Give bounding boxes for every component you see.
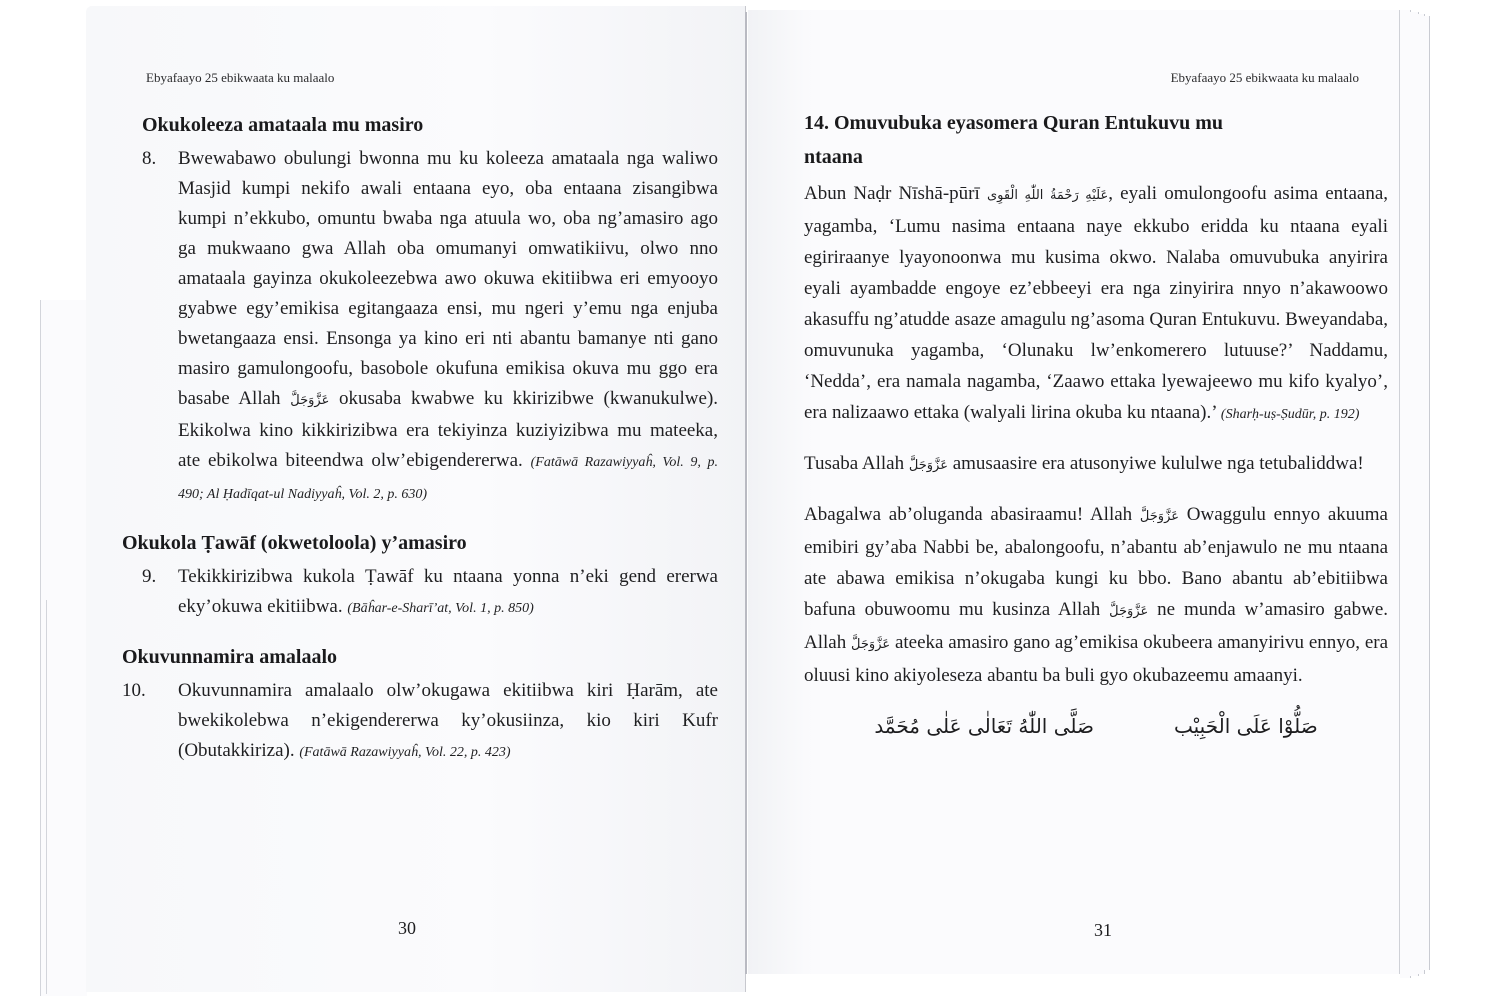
honorific: عَزَّوَجَلَّ bbox=[1109, 604, 1149, 619]
honorific: عَزَّوَجَلَّ bbox=[290, 393, 330, 408]
story-heading: 14. Omuvubuka eyasomera Quran Entukuvu mu ntaana bbox=[804, 112, 1223, 168]
item-number: 9. bbox=[142, 566, 157, 587]
honorific: عَلَيْهِ رَحْمَةُ اللّٰهِ الْقَوِی bbox=[986, 188, 1109, 203]
page-number: 31 bbox=[1094, 920, 1112, 940]
citation: (Fatāwā Razawiyyaĥ, Vol. 22, p. 423) bbox=[299, 745, 511, 760]
citation: (Sharḥ-uṣ-Ṣudūr, p. 192) bbox=[1220, 407, 1360, 422]
left-page bbox=[86, 6, 746, 992]
list-item bbox=[122, 562, 718, 624]
book-gutter bbox=[745, 12, 747, 974]
honorific: عَزَّوَجَلَّ bbox=[908, 458, 948, 473]
item-number: 10. bbox=[122, 680, 146, 701]
item-text: Bwewabawo obulungi bwonna mu ku koleeza amataala nga waliwo Masjid kumpi nekifo awali entaana eyo, oba entaana zisangibwa kumpi n’ekkubo, omuntu bwaba nga atuula wo, oba ng’amasiro ago ga mukwaano gwa Allah oba omumanyi omwatikiivu, olwo nno amataala gayinza okukoleezebwa awo okuwa ekitiibwa eri emyooyo gyabwe egy’emikisa egitangaaza ensi, mu ngeri y’emu nga enjuba bwetangaaza ensi. Ensonga ya kino eri nti abantu bamanye nti gano masiro gamulongoofu, basobole okufuna emikisa okuva mu ggo era basabe Allah عَزَّوَجَلَّ okusaba kwabwe ku kkirizibwe (kwanukulwe). Ekikolwa kino kikkirizibwa era tekiyinza kuziyizibwa mu mateeka, ate ebikolwa biteendwa olw’ebigendererwa. (Fatāwā Razawiyyaĥ, Vol. 9, p. 490; Al Ḥadīqat-ul Nadiyyaĥ, Vol. 2, p. 630) bbox=[178, 148, 719, 502]
right-text-column bbox=[804, 106, 1388, 743]
page-number: 30 bbox=[398, 918, 416, 938]
citation: (Bāĥar-e-Sharī’at, Vol. 1, p. 850) bbox=[347, 601, 534, 616]
list-item bbox=[122, 144, 718, 510]
item-text: Okuvunnamira amalaalo olw’okugawa ekitiibwa kiri Ḥarām, ate bwekikolebwa n’ekigendererwa ky’okusiinza, kio kiri Kufr (Obutakkiriza). (Fatāwā Razawiyyaĥ, Vol. 22, p. 423) bbox=[178, 680, 718, 761]
left-text-column bbox=[122, 110, 718, 786]
closing-paragraph: Abagalwa ab’oluganda abasiraamu! Allah عَزَّوَجَلَّ Owaggulu ennyo akuuma emibiri gy’aba Nabbi be, abalongoofu, n’abantu ab’enjawulo ne mu ntaana ate abawa emikisa n’okugaba kungi ku bbo. Bano abantu ab’ebitiibwa bafuna obuwoomu mu kusinza Allah عَزَّوَجَلَّ ne munda w’amasiro gabwe. Allah عَزَّوَجَلَّ ateeka amasiro gano ag’emikisa okubeera amanyirivu ennyo, era oluusi kino akiyoleseza abantu ba buli gyo okubazeemu amaanyi. bbox=[804, 504, 1389, 686]
salawat-right: صَلَّى اللّٰهُ تَعَالٰى عَلٰى مُحَمَّد bbox=[874, 714, 1094, 738]
running-head: Ebyafaayo 25 ebikwaata ku malaalo bbox=[146, 70, 335, 85]
section-heading: Okukoleeza amataala mu masiro bbox=[142, 114, 424, 136]
right-page bbox=[748, 10, 1400, 974]
citation: (Fatāwā Razawiyyaĥ, Vol. 9, p. 490; Al Ḥadīqat-ul Nadiyyaĥ, Vol. 2, p. 630) bbox=[178, 455, 718, 502]
salawat-left: صَلُّوْا عَلَى الْحَبِيْب bbox=[1174, 714, 1318, 738]
honorific: عَزَّوَجَلَّ bbox=[851, 637, 891, 652]
item-text: Tekikkirizibwa kukola Ṭawāf ku ntaana yonna n’eki gend ererwa eky’okuwa ekitiibwa. (Bāĥar-e-Sharī’at, Vol. 1, p. 850) bbox=[178, 566, 718, 617]
section-heading: Okuvunnamira amalaalo bbox=[122, 646, 338, 668]
section-heading: Okukola Ṭawāf (okwetoloola) y’amasiro bbox=[122, 532, 467, 554]
running-head: Ebyafaayo 25 ebikwaata ku malaalo bbox=[1170, 70, 1359, 85]
salawat-row bbox=[804, 709, 1388, 743]
prayer-paragraph: Tusaba Allah عَزَّوَجَلَّ amusaasire era atusonyiwe kululwe nga tetubaliddwa! bbox=[804, 453, 1364, 474]
honorific: عَزَّوَجَلَّ bbox=[1139, 509, 1180, 524]
story-paragraph: Abun Naḍr Nīshā-pūrī عَلَيْهِ رَحْمَةُ اللّٰهِ الْقَوِی, eyali omulongoofu asima entaana, yagamba, ‘Lumu nasima entaana naye ekkubo eridda ku ntaana eyali egiriraanye lyayonoonwa mu kusima okwo. Nalaba omuvubuka anyirira eyali ayambadde engoye ez’ebbeeyi era nga zinyirira nnyo n’akawoowo akasuffu ng’atudde asaze amagulu ng’asoma Quran Entukuvu. Bweyandaba, omuvunuka yagamba, ‘Olunaku lw’enkomerero lutuuse?’ Naddamu, ‘Nedda’, era namala nagamba, ‘Zaawo ettaka lyewajeewo mu kifo kyalyo’, era nalizaawo ettaka (walyali lirina okuba ku ntaana).’ (Sharḥ-uṣ-Ṣudūr, p. 192) bbox=[804, 183, 1389, 423]
page-edge bbox=[1424, 16, 1430, 970]
item-number: 8. bbox=[142, 148, 157, 169]
page-edge bbox=[46, 600, 87, 994]
list-item bbox=[122, 676, 718, 768]
